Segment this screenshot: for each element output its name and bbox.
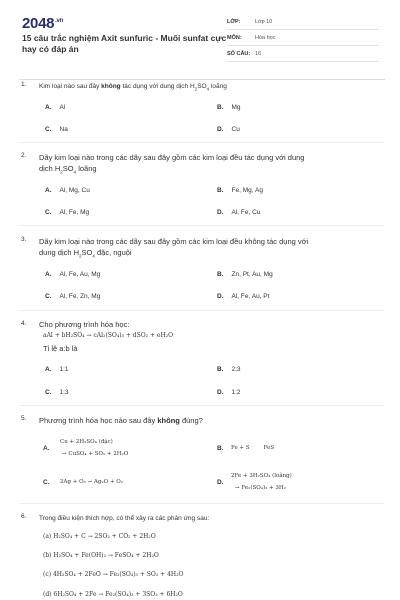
question-stem: Trong điều kiện thích hợp, có thể xảy ra các phản ứng sau:	[39, 515, 210, 522]
document-title: 15 câu trắc nghiệm Axit sunfuric - Muối sunfat cực hay có đáp án	[22, 33, 227, 54]
question-divider	[19, 225, 385, 226]
option-b[interactable]: B. Mg	[217, 104, 241, 111]
question-divider	[19, 405, 385, 406]
header	[5, 0, 395, 68]
question-number: 6.	[21, 513, 27, 520]
question-prompt: Tỉ lệ a:b là	[43, 344, 78, 353]
option-d-equation: 2Fe + 3H₂SO₄ (loãng)	[231, 473, 292, 479]
option-d[interactable]: D.	[217, 479, 224, 486]
question-stem: Dãy kim loại nào trong các dãy sau đây gồm các kim loại đều tác dụng với dung dịch $H_2SO_4$ loãng	[39, 153, 305, 175]
meta-row-class: LỚP: Lớp 10	[227, 14, 379, 30]
question-number: 2.	[21, 152, 27, 159]
reaction-b: (b) H₂SO₄ + Fe(OH)₂ → FeSO₄ + 2H₂O	[43, 552, 159, 559]
option-c[interactable]: C.	[43, 479, 50, 486]
option-d[interactable]: D. 1:2	[217, 389, 241, 396]
option-a-equation-products: → CuSO₄ + SO₂ + 2H₂O	[62, 451, 129, 457]
option-b[interactable]: B. 2:3	[217, 366, 241, 373]
option-b[interactable]: B.	[217, 445, 224, 452]
reaction-a: (a) H₂SO₄ + C → 2SO₂ + CO₂ + 2H₂O	[43, 533, 156, 540]
option-c-equation: 2Ag + O₃ → Ag₂O + O₂	[60, 479, 123, 485]
divider	[19, 79, 385, 80]
option-b[interactable]: B. Zn, Pt, Au, Mg	[217, 271, 273, 278]
option-d[interactable]: D. Cu	[217, 126, 240, 133]
option-a-equation: Cu + 2H₂SO₄ (đặc)	[60, 439, 113, 445]
question-stem: Kim loại nào sau đây không tác dụng với dung dịch $H_2SO_4$ loãng	[39, 83, 227, 92]
option-d[interactable]: D. Al, Fe, Au, Pt	[217, 293, 270, 300]
meta-row-count: SỐ CÂU: 16	[227, 46, 379, 62]
question-number: 5.	[21, 415, 27, 422]
meta-row-subject: MÔN: Hóa học	[227, 30, 379, 46]
option-d[interactable]: D. Al, Fe, Cu	[217, 209, 261, 216]
site-logo[interactable]: $2048^{.vn}$	[22, 15, 63, 32]
question-divider	[19, 310, 385, 311]
option-b-equation: Fe + S FeS	[231, 445, 275, 451]
reaction-d: (d) 6H₂SO₄ + 2Fe → Fe₂(SO₄)₃ + 3SO₂ + 6H₂O	[43, 591, 183, 598]
question-number: 1.	[21, 81, 27, 88]
question-number: 4.	[21, 320, 27, 327]
meta-table	[227, 14, 379, 62]
option-a[interactable]: A.	[43, 445, 50, 452]
question-number: 3.	[21, 236, 27, 243]
option-c[interactable]: C. 1:3	[45, 389, 69, 396]
option-c[interactable]: C. Na	[45, 126, 68, 133]
question-stem: Dãy kim loại nào trong các dãy sau đây gồm các kim loại đều không tác dụng với dung dịch $H_2SO_4$ đặc, nguội	[39, 237, 309, 259]
option-a[interactable]: A. 1:1	[45, 366, 69, 373]
option-a[interactable]: A. Al, Mg, Cu	[45, 187, 90, 194]
question-stem: Phương trình hóa học nào sau đây không đúng?	[39, 416, 203, 425]
question-divider	[19, 142, 385, 143]
option-b[interactable]: B. Fe, Mg, Ag	[217, 187, 263, 194]
question-divider	[19, 503, 385, 504]
option-a[interactable]: A. Al	[45, 104, 66, 111]
option-d-equation-products: → Fe₂(SO₄)₃ + 3H₂	[235, 485, 286, 491]
reaction-equation: aAl + bH₂SO₄ → cAl₂(SO₄)₃ + dSO₂ + eH₂O	[43, 332, 174, 339]
reaction-c: (c) 4H₂SO₄ + 2FeO → Fe₂(SO₄)₃ + SO₂ + 4H₂O	[43, 571, 184, 578]
option-c[interactable]: C. Al, Fe, Zn, Mg	[45, 293, 101, 300]
document-page	[5, 0, 395, 600]
option-a[interactable]: A. Al, Fe, Au, Mg	[45, 271, 101, 278]
question-stem: Cho phương trình hóa học:	[39, 320, 130, 329]
option-c[interactable]: C. Al, Fe, Mg	[45, 209, 90, 216]
